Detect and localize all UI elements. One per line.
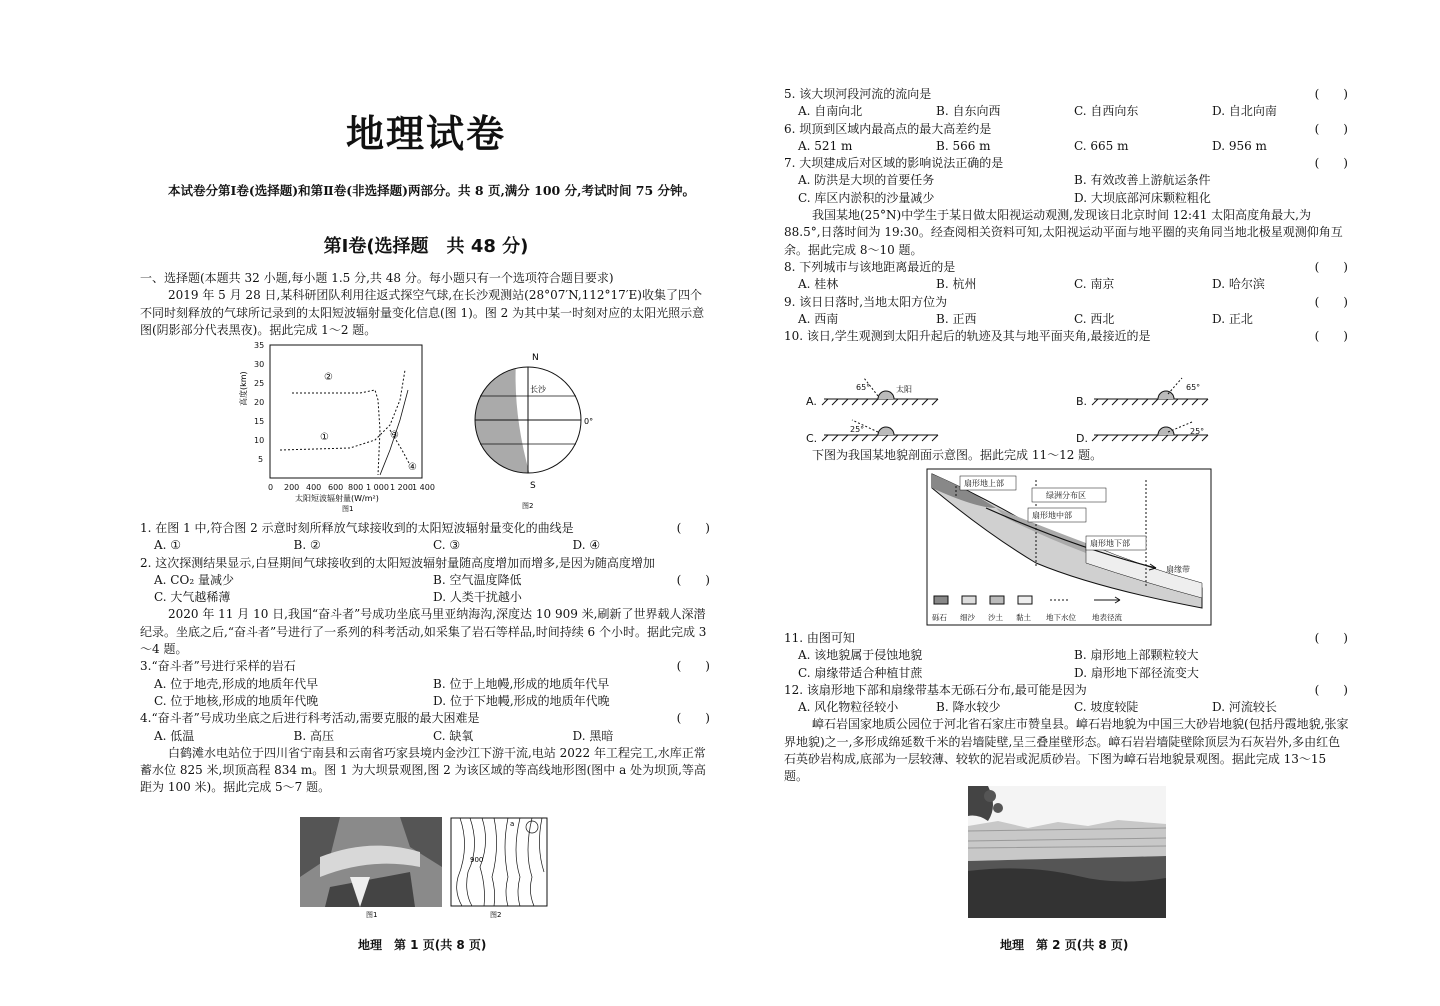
question-stem: 9. 该日日落时,当地太阳方位为 bbox=[784, 294, 948, 309]
answer-paren: ( ) bbox=[1314, 631, 1348, 645]
x-tick: 400 bbox=[306, 483, 322, 492]
sun-path-diagrams bbox=[798, 372, 1358, 448]
option: D. 正北 bbox=[1212, 311, 1253, 326]
option: A. 西南 bbox=[798, 311, 839, 326]
curve-2 bbox=[292, 390, 380, 475]
option: B. 杭州 bbox=[936, 277, 977, 292]
option: B. 自东向西 bbox=[936, 104, 1001, 119]
figure-2-globe bbox=[470, 348, 600, 512]
option: D. 人类干扰越小 bbox=[433, 590, 522, 605]
answer-paren: ( ) bbox=[1314, 121, 1348, 136]
option: A. 521 m bbox=[798, 138, 853, 153]
option-label: D. bbox=[1076, 432, 1088, 445]
option: D. 哈尔滨 bbox=[1212, 277, 1265, 292]
question-stem: 8. 下列城市与该地距离最近的是 bbox=[784, 259, 956, 274]
question-stem: 11. 由图可知 bbox=[784, 631, 855, 645]
options-3 bbox=[154, 676, 712, 711]
options-6 bbox=[798, 138, 1350, 155]
question-5 bbox=[784, 86, 1350, 103]
option: B. 正西 bbox=[936, 311, 977, 326]
page-2-footer: 地理 第 2 页(共 8 页) bbox=[1000, 938, 1129, 952]
dam-photo-caption: 图1 bbox=[366, 911, 378, 919]
question-stem: 3.“奋斗者”号进行采样的岩石 bbox=[140, 659, 296, 674]
x-tick: 600 bbox=[328, 483, 344, 492]
curve-1 bbox=[280, 370, 405, 450]
angle-label: 65° bbox=[856, 383, 871, 392]
curve-label: ③ bbox=[390, 430, 399, 441]
x-tick: 1 400 bbox=[412, 483, 435, 492]
legend-label: 沙土 bbox=[988, 613, 1003, 622]
zone-label: 扇缘带 bbox=[1166, 565, 1190, 574]
figure-2-caption: 图2 bbox=[522, 502, 534, 510]
sun-label: 太阳 bbox=[896, 385, 912, 394]
option: A. 低温 bbox=[154, 728, 195, 743]
legend-label: 砾石 bbox=[932, 613, 947, 622]
option: D. 河流较长 bbox=[1212, 700, 1277, 715]
options-8 bbox=[798, 276, 1350, 293]
option: A. 该地貌属于侵蚀地貌 bbox=[798, 648, 923, 663]
contour-map-caption: 图2 bbox=[490, 911, 502, 919]
options-9 bbox=[798, 311, 1350, 328]
legend-label: 黏土 bbox=[1016, 613, 1031, 622]
longitude-label: 0° bbox=[584, 417, 594, 426]
alluvial-fan-diagram bbox=[926, 468, 1212, 628]
questions-11-12 bbox=[784, 630, 1350, 786]
option: C. ③ bbox=[433, 538, 461, 553]
point-a-label: a bbox=[510, 820, 515, 828]
option: D. ④ bbox=[572, 538, 601, 553]
option: B. ② bbox=[293, 538, 321, 553]
exam-title: 地理试卷 bbox=[345, 112, 506, 156]
y-tick: 20 bbox=[254, 398, 265, 407]
answer-paren: ( ) bbox=[1314, 87, 1348, 101]
angle-label: 25° bbox=[850, 425, 865, 434]
option: A. 桂林 bbox=[798, 277, 839, 292]
answer-paren: ( ) bbox=[1314, 156, 1348, 171]
y-tick: 30 bbox=[254, 360, 265, 369]
passage-6: 嶂石岩国家地质公园位于河北省石家庄市赞皇县。嶂石岩地貌为中国三大砂岩地貌(包括丹霞地貌,张家界地貌)之一,多形成绵延数千米的岩墙陡壁,呈三叠崖壁形态。嶂石岩岩墙陡壁除顶层为石灰岩外,多由红色石英砂岩构成,底部为一层较薄、较软的泥岩或泥质砂岩。下图为嶂石岩地貌景观图。据此完成 13～15 题。 bbox=[784, 717, 1349, 784]
options-11 bbox=[798, 647, 1350, 682]
option: A. 风化物粒径较小 bbox=[798, 700, 899, 715]
x-tick: 1 000 bbox=[366, 483, 389, 492]
option: D. 位于下地幔,形成的地质年代晚 bbox=[433, 693, 610, 708]
question-4 bbox=[140, 710, 712, 727]
answer-paren: ( ) bbox=[1314, 682, 1348, 697]
question-3 bbox=[140, 658, 712, 675]
y-tick: 35 bbox=[254, 341, 265, 350]
question-11 bbox=[784, 630, 1350, 647]
curve-label: ① bbox=[320, 432, 329, 443]
option: A. ① bbox=[154, 538, 182, 553]
zone-label: 扇形地上部 bbox=[964, 479, 1004, 488]
option-label: B. bbox=[1076, 395, 1088, 408]
x-tick: 200 bbox=[284, 483, 300, 492]
option: C. 自西向东 bbox=[1074, 104, 1139, 119]
question-stem: 1. 在图 1 中,符合图 2 示意时刻所释放气球接收到的太阳短波辐射量变化的曲线是 bbox=[140, 521, 574, 535]
option: B. 高压 bbox=[293, 728, 334, 743]
y-axis-label: 高度(km) bbox=[239, 371, 248, 406]
answer-paren: ( ) bbox=[676, 521, 710, 535]
curve-label: ② bbox=[324, 372, 333, 383]
y-tick: 5 bbox=[258, 455, 264, 464]
option: B. 有效改善上游航运条件 bbox=[1074, 173, 1211, 188]
option: B. 扇形地上部颗粒较大 bbox=[1074, 648, 1199, 663]
question-stem: 6. 坝顶到区域内最高点的最大高差约是 bbox=[784, 121, 992, 136]
answer-paren: ( ) bbox=[676, 711, 710, 726]
question-9 bbox=[784, 294, 1350, 311]
question-stem: 12. 该扇形地下部和扇缘带基本无砾石分布,最可能是因为 bbox=[784, 682, 1087, 697]
page-1-footer: 地理 第 1 页(共 8 页) bbox=[358, 938, 487, 952]
option: A. CO₂ 量减少 bbox=[154, 572, 234, 587]
options-1 bbox=[154, 537, 712, 554]
dam-photo bbox=[300, 817, 442, 919]
option: B. 降水较少 bbox=[936, 700, 1001, 715]
zone-label: 扇形地下部 bbox=[1090, 539, 1130, 548]
options-4 bbox=[154, 728, 712, 745]
option: B. 空气温度降低 bbox=[433, 572, 522, 587]
curve-label: ④ bbox=[408, 462, 417, 473]
passage-5-block bbox=[784, 447, 1350, 464]
option: A. 自南向北 bbox=[798, 104, 863, 119]
option: A. 位于地壳,形成的地质年代早 bbox=[154, 676, 319, 691]
south-label: S bbox=[530, 481, 536, 491]
landscape-photo bbox=[968, 786, 1166, 918]
option: C. 西北 bbox=[1074, 311, 1115, 326]
question-stem: 5. 该大坝河段河流的流向是 bbox=[784, 87, 932, 101]
option: D. 自北向南 bbox=[1212, 104, 1277, 119]
option: C. 缺氧 bbox=[433, 728, 474, 743]
figure-1-caption: 图1 bbox=[342, 505, 354, 513]
answer-paren: ( ) bbox=[1314, 294, 1348, 309]
options-5 bbox=[798, 103, 1350, 120]
question-6 bbox=[784, 121, 1350, 138]
zone-label: 绿洲分布区 bbox=[1046, 491, 1086, 500]
option: D. 大坝底部河床颗粒粗化 bbox=[1074, 190, 1211, 205]
figure-1-chart bbox=[239, 340, 435, 513]
contour-map bbox=[450, 817, 548, 919]
page-2 bbox=[784, 0, 1354, 1006]
question-10 bbox=[784, 328, 1350, 345]
page-1 bbox=[140, 0, 712, 1006]
y-tick: 10 bbox=[254, 436, 265, 445]
options-12 bbox=[798, 699, 1350, 716]
instruction: 一、选择题(本题共 32 小题,每小题 1.5 分,共 48 分。每小题只有一个选项符合题目要求) bbox=[140, 271, 614, 285]
option: C. 扇缘带适合种植甘蔗 bbox=[798, 665, 923, 680]
option: A. 防洪是大坝的首要任务 bbox=[798, 173, 935, 188]
question-8 bbox=[784, 259, 1350, 276]
question-stem: 7. 大坝建成后对区域的影响说法正确的是 bbox=[784, 156, 1004, 171]
option: C. 库区内淤积的沙量减少 bbox=[798, 190, 935, 205]
legend-label: 地下水位 bbox=[1046, 613, 1076, 622]
option: B. 566 m bbox=[936, 138, 991, 153]
option: C. 大气越稀薄 bbox=[154, 590, 231, 605]
answer-paren: ( ) bbox=[1314, 259, 1348, 274]
y-tick: 15 bbox=[254, 417, 265, 426]
questions-1-2 bbox=[140, 520, 712, 797]
north-label: N bbox=[532, 353, 539, 363]
x-tick: 0 bbox=[268, 483, 274, 492]
passage-4: 我国某地(25°N)中学生于某日做太阳视运动观测,发现该日北京时间 12:41 太阳高度角最大,为 88.5°,日落时间为 19:30。经查阅相关资料可知,太阳视运动平面与地平圈的夹角同当地北极星观测仰角互余。据此完成 8～10 题。 bbox=[784, 208, 1343, 257]
x-axis-label: 太阳短波辐射量(W/m²) bbox=[295, 494, 379, 503]
option: C. 坡度较陡 bbox=[1074, 700, 1139, 715]
legend-label: 地表径流 bbox=[1092, 613, 1122, 622]
section-title: 第Ⅰ卷(选择题 共 48 分) bbox=[323, 236, 529, 257]
answer-paren: ( ) bbox=[676, 572, 710, 587]
question-7 bbox=[784, 155, 1350, 172]
answer-paren: ( ) bbox=[676, 659, 710, 674]
answer-paren: ( ) bbox=[1314, 329, 1348, 344]
option: D. 956 m bbox=[1212, 138, 1267, 153]
option: D. 扇形地下部径流变大 bbox=[1074, 665, 1199, 680]
zone-label: 扇形地中部 bbox=[1032, 511, 1072, 520]
contour-label: 900 bbox=[470, 856, 484, 864]
question-stem: 10. 该日,学生观测到太阳升起后的轨迹及其与地平面夹角,最接近的是 bbox=[784, 329, 1151, 344]
option: C. 665 m bbox=[1074, 138, 1129, 153]
angle-label: 65° bbox=[1186, 383, 1201, 392]
angle-label: 25° bbox=[1190, 427, 1205, 436]
options-2 bbox=[154, 572, 712, 607]
passage-3: 白鹤滩水电站位于四川省宁南县和云南省巧家县境内金沙江下游干流,电站 2022 年工程完工,水库正常蓄水位 825 米,坝顶高程 834 m。图 1 为大坝景观图,图 2 为该区域的等高线地形图(图中 a 处为坝顶,等高距为 100 米)。据此完成 5～7 题。 bbox=[140, 745, 706, 795]
question-12 bbox=[784, 682, 1350, 699]
option: D. 黑暗 bbox=[572, 728, 614, 743]
questions-5-10 bbox=[784, 86, 1350, 345]
passage-1-block bbox=[140, 270, 712, 339]
x-tick: 1 200 bbox=[390, 483, 413, 492]
y-tick: 25 bbox=[254, 379, 265, 388]
legend-label: 细沙 bbox=[960, 613, 975, 622]
passage-1: 2019 年 5 月 28 日,某科研团队利用往返式探空气球,在长沙观测站(28°07′N,112°17′E)收集了四个不同时刻释放的气球所记录到的太阳短波辐射量变化信息(图 1)。图 2 为其中某一时刻对应的太阳光照示意图(阴影部分代表黑夜)。据此完成 1～2 题。 bbox=[140, 288, 705, 337]
options-7 bbox=[798, 172, 1350, 207]
passage-2: 2020 年 11 月 10 日,我国“奋斗者”号成功坐底马里亚纳海沟,深度达 10 909 米,刷新了世界载人深潜纪录。坐底之后,“奋斗者”号进行了一系列的科考活动,如采集了岩石等样品,时间持续 6 个小时。据此完成 3～4 题。 bbox=[140, 607, 707, 657]
option: C. 位于地核,形成的地质年代晚 bbox=[154, 693, 319, 708]
question-stem: 4.“奋斗者”号成功坐底之后进行科考活动,需要克服的最大困难是 bbox=[140, 711, 480, 726]
option-label: A. bbox=[806, 395, 817, 408]
exam-intro: 本试卷分第Ⅰ卷(选择题)和第Ⅱ卷(非选择题)两部分。共 8 页,满分 100 分,考试时间 75 分钟。 bbox=[168, 183, 696, 198]
city-label: 长沙 bbox=[530, 385, 546, 394]
x-tick: 800 bbox=[348, 483, 364, 492]
option-label: C. bbox=[806, 432, 818, 445]
option: C. 南京 bbox=[1074, 277, 1115, 292]
question-1 bbox=[140, 520, 712, 537]
option: B. 位于上地幔,形成的地质年代早 bbox=[433, 676, 610, 691]
question-stem: 2. 这次探测结果显示,白昼期间气球接收到的太阳短波辐射量随高度增加而增多,是因为随高度增加 bbox=[140, 555, 655, 570]
passage-5: 下图为我国某地貌剖面示意图。据此完成 11～12 题。 bbox=[812, 448, 1103, 462]
